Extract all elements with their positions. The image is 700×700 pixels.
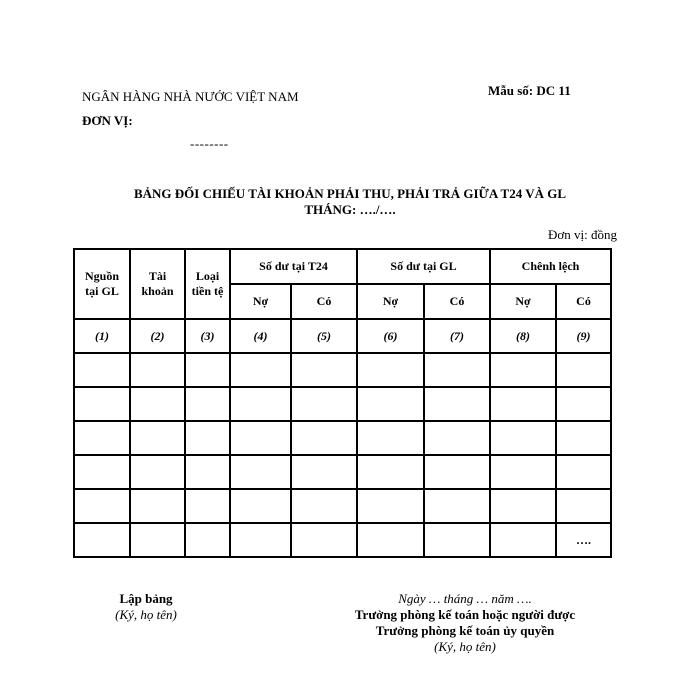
diff-debit-header: Nợ [490, 284, 556, 319]
reconciliation-table [73, 248, 612, 558]
table-cell [74, 353, 130, 387]
chief-title-line1: Trưởng phòng kế toán hoặc người được [354, 607, 576, 622]
table-cell [490, 421, 556, 455]
table-cell [357, 489, 424, 523]
column-number-row [74, 319, 611, 353]
col-number: (3) [185, 319, 230, 353]
col-number: (7) [424, 319, 490, 353]
preparer-signature [96, 591, 196, 623]
col-currency-line2: tiền tệ [191, 284, 224, 298]
table-cell [130, 523, 185, 557]
table-cell [424, 523, 490, 557]
table-cell [291, 523, 357, 557]
title-month: THÁNG: …./…. [304, 202, 396, 217]
table-cell [130, 421, 185, 455]
table-cell [490, 489, 556, 523]
table-cell [230, 353, 291, 387]
table-row [74, 353, 611, 387]
table-cell [424, 353, 490, 387]
table-cell [357, 523, 424, 557]
table-row [74, 523, 611, 557]
table-cell [74, 523, 130, 557]
signature-date: Ngày … tháng … năm …. [398, 591, 532, 606]
group-gl-header: Số dư tại GL [357, 249, 490, 284]
table-cell [74, 421, 130, 455]
unit-dashes: -------- [190, 136, 229, 151]
table-cell [357, 353, 424, 387]
table-cell [556, 353, 611, 387]
col-source-line2: tại GL [85, 284, 119, 298]
table-cell [357, 421, 424, 455]
table-cell [291, 353, 357, 387]
preparer-title: Lập bảng [119, 591, 173, 606]
table-cell [130, 387, 185, 421]
preparer-note: (Ký, họ tên) [115, 607, 177, 622]
title-line-1: BẢNG ĐỐI CHIẾU TÀI KHOẢN PHẢI THU, PHẢI TRẢ GIỮA T24 VÀ GL [133, 186, 567, 201]
unit-label: ĐƠN VỊ: [82, 113, 133, 128]
header-row-1 [74, 249, 611, 284]
t24-credit-header: Có [291, 284, 357, 319]
table-cell [424, 387, 490, 421]
table-cell [291, 455, 357, 489]
table-cell [130, 455, 185, 489]
table-cell [556, 387, 611, 421]
col-currency-header [185, 249, 230, 319]
col-number: (8) [490, 319, 556, 353]
table-cell [424, 421, 490, 455]
table-cell [230, 421, 291, 455]
col-currency-line1: Loại [195, 269, 220, 283]
table-cell [230, 455, 291, 489]
table-cell [490, 523, 556, 557]
bank-name: NGÂN HÀNG NHÀ NƯỚC VIỆT NAM [82, 89, 299, 104]
table-cell [556, 455, 611, 489]
col-source-header [74, 249, 130, 319]
table-cell [490, 353, 556, 387]
table-cell [357, 455, 424, 489]
table-cell [291, 387, 357, 421]
table-row [74, 387, 611, 421]
chief-note: (Ký, họ tên) [434, 639, 496, 654]
table-cell [291, 489, 357, 523]
table-cell [556, 421, 611, 455]
table-cell [185, 489, 230, 523]
table-cell [230, 523, 291, 557]
table-cell [490, 387, 556, 421]
table-cell [130, 489, 185, 523]
gl-debit-header: Nợ [357, 284, 424, 319]
col-number: (2) [130, 319, 185, 353]
t24-debit-header: Nợ [230, 284, 291, 319]
gl-credit-header: Có [424, 284, 490, 319]
table-cell [291, 421, 357, 455]
table-cell [185, 387, 230, 421]
table-cell [424, 489, 490, 523]
ellipsis-cell: …. [556, 523, 611, 557]
currency-unit: Đơn vị: đồng [548, 227, 617, 242]
document-title [0, 186, 700, 218]
table-row [74, 455, 611, 489]
col-source-line1: Nguồn [84, 269, 119, 283]
table-cell [556, 489, 611, 523]
table-cell [490, 455, 556, 489]
col-number: (9) [556, 319, 611, 353]
table-cell [185, 353, 230, 387]
table-cell [74, 489, 130, 523]
table-row [74, 421, 611, 455]
table-row [74, 489, 611, 523]
group-t24-header: Số dư tại T24 [230, 249, 357, 284]
col-number: (6) [357, 319, 424, 353]
col-number: (4) [230, 319, 291, 353]
table-cell [74, 455, 130, 489]
table-cell [230, 387, 291, 421]
table-cell [185, 523, 230, 557]
table-cell [185, 421, 230, 455]
table-cell [130, 353, 185, 387]
table-cell [74, 387, 130, 421]
form-number: Mẫu số: DC 11 [488, 83, 571, 98]
col-number: (1) [74, 319, 130, 353]
chief-title-line2: Trưởng phòng kế toán ủy quyền [375, 623, 555, 638]
col-account-line2: khoản [141, 284, 174, 298]
group-diff-header: Chênh lệch [490, 249, 611, 284]
col-account-header [130, 249, 185, 319]
table-cell [357, 387, 424, 421]
table-cell [424, 455, 490, 489]
col-number: (5) [291, 319, 357, 353]
col-account-line1: Tài [148, 269, 167, 283]
table-cell [185, 455, 230, 489]
diff-credit-header: Có [556, 284, 611, 319]
table-cell [230, 489, 291, 523]
chief-accountant-signature [330, 591, 600, 655]
